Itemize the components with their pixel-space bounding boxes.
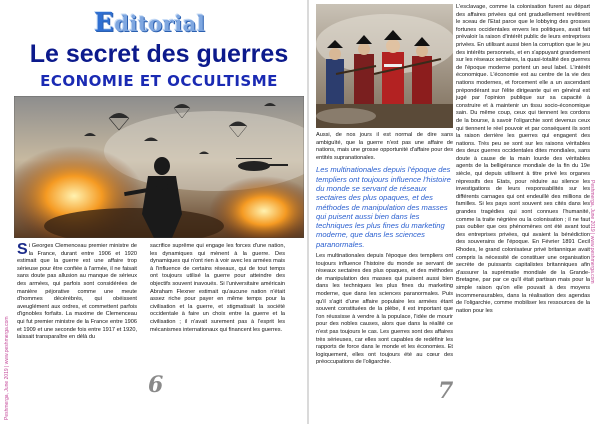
section-label: Editorial [94,8,206,38]
pull-quote: Les multinationales depuis l'époque des templiers ont toujours influence l'histoire du monde se servant de réseaux sectaires des plus opaques, et des méthodes de manipulation des masses qui puisent aussi bien dans les techniques les plus fines du marketing moderne, que dans les sciences paranormales. [316,165,451,249]
right-column-2: L'esclavage, comme la colonisation furent au départ des affaires privées qui ont graduellement revêtirent le sceau de l'Etat parce que le lobbying des grosses fortunes occidentales envers les politiques, avait fait prévaloir la raison d'intérêt public de leurs entreprises privées. En utilisant aussi bien la corruption que le jeu des intérêts personnels, et en s'appuyant grandement sur les réseaux sectaires, la quasi-totalité des guerres de l'époque moderne portent un seul label. L'intérêt économique. L'économie est au centre de la vie des nations modernes, et forcement elle a un ascendant prépondérant sur l'élite dirigeante qui en général est jugé par l'opinion publique sur sa capacité à construire et à maintenir un tissu socio-économique sain. Du même coup, ceux qui tiennent les cordons de la bourse, à savoir l'oligarchie sont devenus ceux qui tiennent le réel pouvoir et par conséquent ils sont la raison derrière les guerres qui engagent des nations. Très peu se sont sur les raisons véritables des deux guerres occidentales dites mondiales, sans doute à cause de la main lourde des véritables agents de la belligérance mondiale de la fin du 19e siècle, qui depuis utilisent à titre privé les organes répressifs des Etats, pour réduire au silence les investigations de leurs responsabilités sur les différents carnages qui ont endeuillé des millions de familles. Si les pays sont souvent ses cités dans les grandes tragédies qui sont connues l'humanité, comme la traite nègrière ou la colonisation ; il ne faut pas oublier que ces phénomènes ont été avant tout des entreprises privées, qui avaient la bénédiction des souverains de l'époque. En Février 1891 Cecil Rhodes, le grand colonisateur privé britannique avait compris la nécessité de constituer une organisation secrète de puissants capitalistes britanniques afin d'assurer la suprématie mondiale de la Grande-Bretagne, par par ce qu'il était partisan mais pour la simple raison qu'on elle pouvait à des moyens incommensurables, dans la réalisation des agendas de l'oligarchie, comme mobiliser les ressources de la nation pour les [456,4,590,314]
side-credit-right: Peshmerga, June 2019 | www.peshmerga.com [589,180,595,284]
side-credit-left: Peshmerga, June 2019 | www.peshmerga.com [4,316,10,420]
right-column-1-text: Les multinationales depuis l'époque des templiers ont toujours influence l'histoire du monde se servant de réseaux sectaires des plus opaques, et des méthodes de manipulation des masses qui puisent aussi bien dans les techniques les plus fines du marketing moderne, que dans les sciences paranormales. Puis qu'il s'agit d'une affaire populaire les armées étant souvent constituées de la plèbe, il est important que l'on réussisse à vendre à la populace, l'idée de mourir pour des nobles causes, alors que dans la réalité ce n'est pas toujours le cas. Les guerres sont des affaires très sérieuses, car elles sont capables de redéfinir les rapports de force dans le monde et les économies. Et logiquement, elles ont toujours été au cœur des préoccupations de l'oligarchie. [316,253,453,366]
right-page [308,0,600,424]
historical-soldiers-image [316,4,453,128]
left-column-2: sacrifice suprême qui engage les forces d'une nation, les dynamiques qui mènent à la guerre. Des dynamiques qui n'ont rien à voir avec les armées mais à l'influence de certains réseaux, qui de tout temps ont toujours utilisé la guerre pour atteindre des objectifs souvent inavoués. Si l'universitaire américain Abraham Flexner estimait qu'aucune nation n'était assez riche pour payer en même temps pour la civilisation et la guerre, et stigmatisait la société occidentale à faire un choix entre la guerre et la civilisation ; il n'avait surement pas à l'esprit les mécanismes internationaux qui financent les guerres. [150,243,285,333]
article-subtitle: ECONOMIE ET OCCULTISME [40,72,278,90]
left-column-1 [17,243,137,342]
article-title: Le secret des guerres [29,40,289,68]
battle-scene-image [14,96,304,238]
right-column-1-intro: Aussi, de nos jours il est normal de dire sans ambiguïté, que la guerre n'est pas une affaire de nations, mais une grosse opportunité d'affaire pour des entités supranationales. [316,132,453,161]
right-column-1 [316,132,453,369]
page-number-right: 7 [438,378,454,404]
left-column-1-text: i Georges Clemenceau premier ministre de la France, durant entre 1906 et 1920 estimait que la guerre est une affaire trop sérieuse pour être confiée à l'armée, il ne faisait sans doute pas allusion au manque de sérieux des armées, qui parfois sont considérées de manière péjorative comme une meute d'hommes décérébrés, qui obéissent aveuglément aux ordres, et commettent parfois d'ignobles forfaits. La maxime de Clemenceau qui fut premier ministre de la France entre 1906 et 1909 et une seconde fois entre 1917 et 1920, laissait transparaître en délà du [17,243,137,341]
drop-cap: S [17,241,28,258]
page-number-left: 6 [148,372,164,398]
